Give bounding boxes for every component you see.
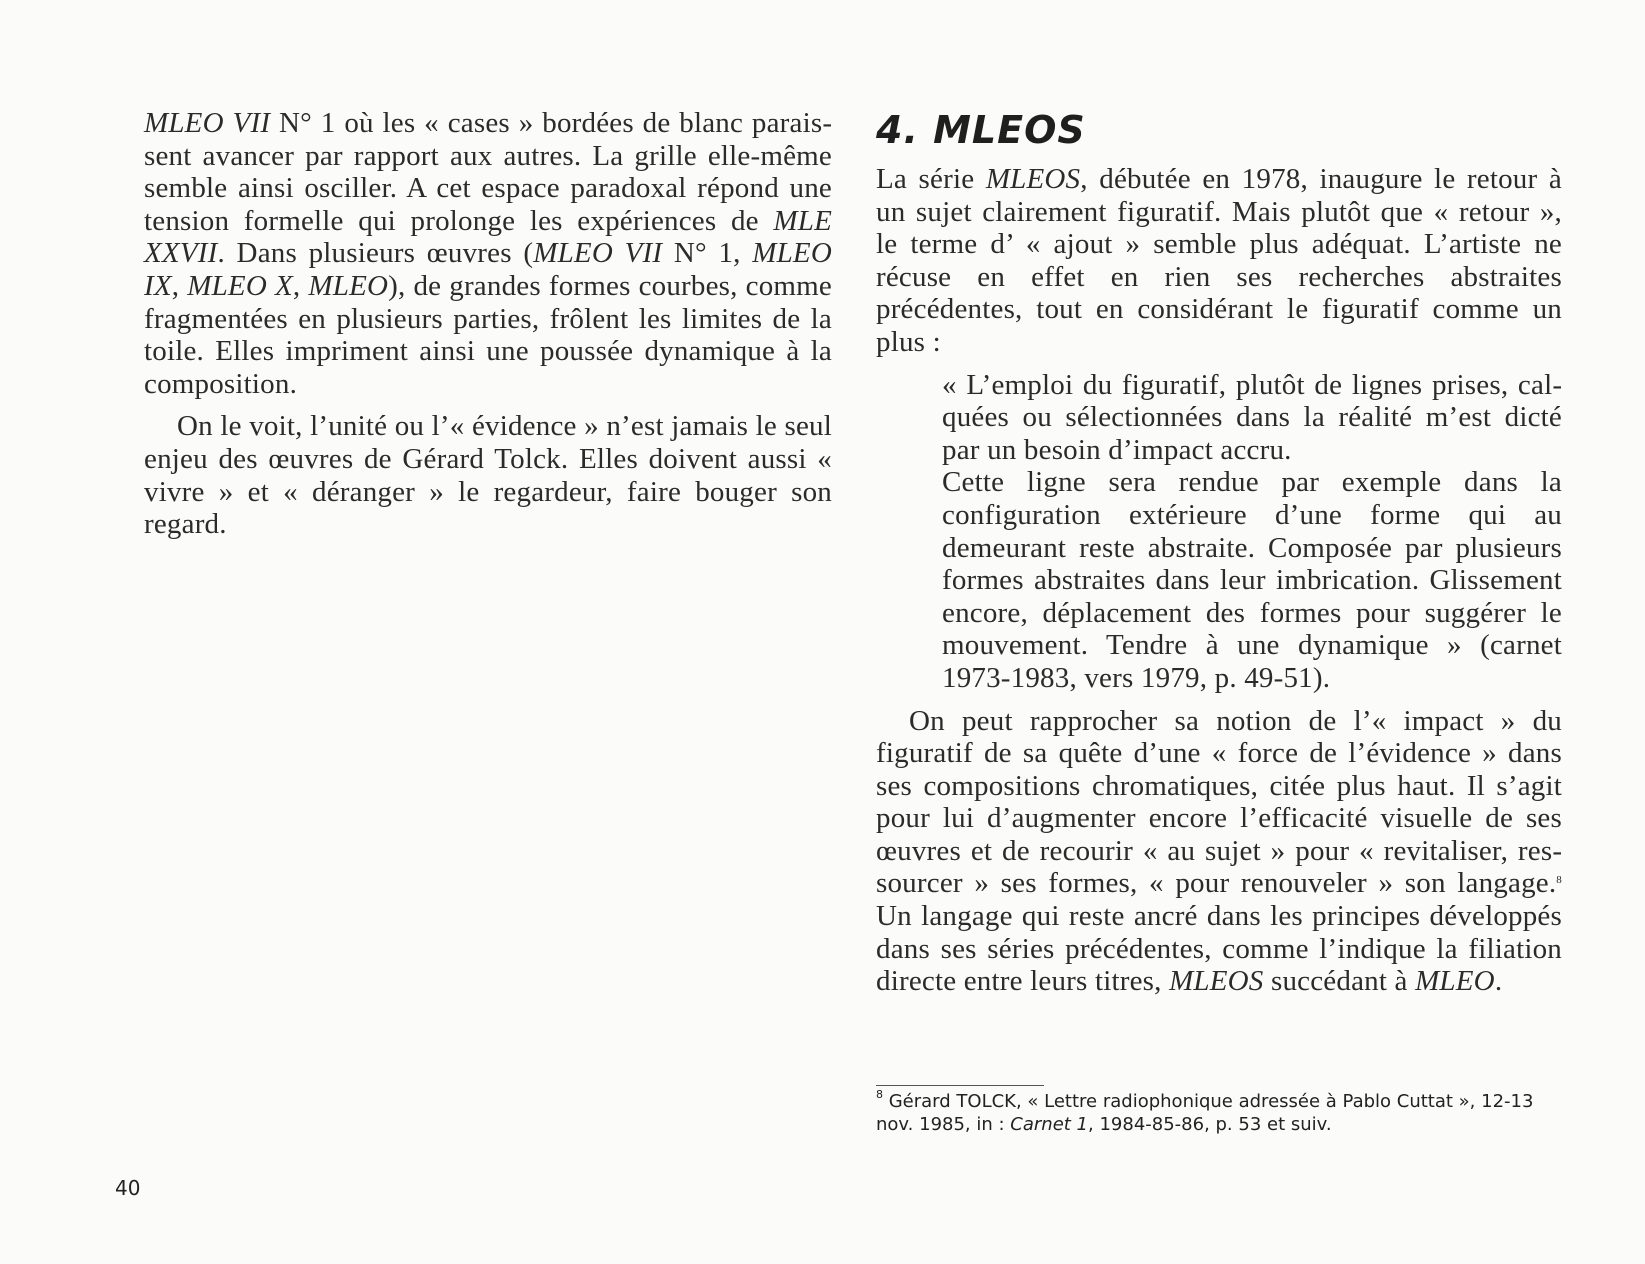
artwork-title: MLEOS xyxy=(985,163,1081,195)
text-run: , xyxy=(292,269,309,302)
quote-line-2: Cette ligne sera rendue par exemple dans la configuration extérieure d’une forme qui au demeurant reste abstraite. Composée par plusieurs formes abstraites dans leur imbrication. Glissement encore, déplacement des formes pour suggérer le mouvement. Tendre à une dynamique » (carnet 1973-1983, vers 1979, p. 49-51). xyxy=(942,466,1562,694)
right-column xyxy=(876,107,1562,998)
footnote-divider xyxy=(876,1085,1044,1086)
text-run: . Dans plusieurs œuvres ( xyxy=(217,237,534,270)
artwork-title: MLEO xyxy=(1415,965,1495,998)
text-run: N° 1, xyxy=(662,237,753,270)
quote-line-1: « L’emploi du figuratif, plutôt de lignes prises, calquées ou sélectionnées dans la réalité m’est dicté par un besoin d’impact accru. xyxy=(942,368,1562,466)
left-paragraph-2: On le voit, l’unité ou l’« évidence » n’est jamais le seul enjeu des œuvres de Gérard Tolck. Elles doivent aussi « vivre » et « déranger » le regardeur, faire bouger son regard. xyxy=(144,410,832,541)
text-run: , xyxy=(171,269,188,302)
text-run: , débutée en 1978, inaugure le retour à un sujet clairement figuratif. Mais plutôt que « retour », le terme d’ « ajout » semble plus adéquat. L’artiste ne récuse en effet en rien ses recherches abstraites précédentes, tout en considérant le figuratif comme un plus : xyxy=(876,163,1562,358)
left-paragraph-1 xyxy=(144,107,832,400)
text-run: . xyxy=(1494,965,1503,998)
footnote xyxy=(876,1090,1576,1136)
text-run: On peut rapprocher sa notion de l’« impact » du figuratif de sa quête d’une « force de l’évidence » dans ses compositions chromatiques, citée plus haut. Il s’agit pour lui d’augmenter encore l’efficacité visuelle de ses œuvres et de recourir « au sujet » pour « revitaliser, ressourcer » ses formes, « pour renouveler » son langage. xyxy=(876,704,1562,900)
page-number: 40 xyxy=(115,1176,141,1200)
left-column xyxy=(144,107,832,541)
artwork-title: MLEO VII xyxy=(144,107,271,139)
artwork-title: MLEO xyxy=(308,269,389,302)
right-paragraph-2 xyxy=(876,705,1562,998)
text-run: La série xyxy=(876,163,986,195)
block-quote xyxy=(942,369,1562,695)
footnote-reference: 8 xyxy=(1556,874,1562,887)
footnote-number: 8 xyxy=(876,1088,883,1101)
section-heading: 4. MLEOS xyxy=(876,108,1086,152)
artwork-title: MLE XXVII xyxy=(144,204,832,270)
artwork-title: MLEOS xyxy=(1169,965,1264,998)
text-run: Un langage qui reste ancré dans les principes développés dans ses séries précédentes, comme l’indique la filiation directe entre leurs titres, xyxy=(876,900,1562,998)
text-run: ), de grandes formes courbes, comme fragmentées en plusieurs parties, frôlent les limites de la toile. Elles impriment ainsi une poussée dynamique à la composition. xyxy=(144,269,832,400)
artwork-title: MLEO X xyxy=(187,269,293,302)
artwork-title: MLEO IX xyxy=(144,237,832,302)
text-run: , 1984-85-86, p. 53 et suiv. xyxy=(1088,1114,1332,1135)
artwork-title: MLEO VII xyxy=(533,237,663,270)
text-run: succédant à xyxy=(1263,965,1416,998)
footnote-title: Carnet 1 xyxy=(1010,1114,1089,1135)
text-run: Gérard TOLCK, « Lettre radiophonique adressée à Pablo Cuttat », 12-13 nov. 1985, in : xyxy=(876,1091,1534,1135)
right-paragraph-1 xyxy=(876,163,1562,359)
text-run: N° 1 où les « cases » bordées de blanc paraissent avancer par rapport aux autres. La grille elle-même semble ainsi osciller. A cet espace paradoxal répond une tension formelle qui prolonge les expériences de xyxy=(144,107,832,237)
